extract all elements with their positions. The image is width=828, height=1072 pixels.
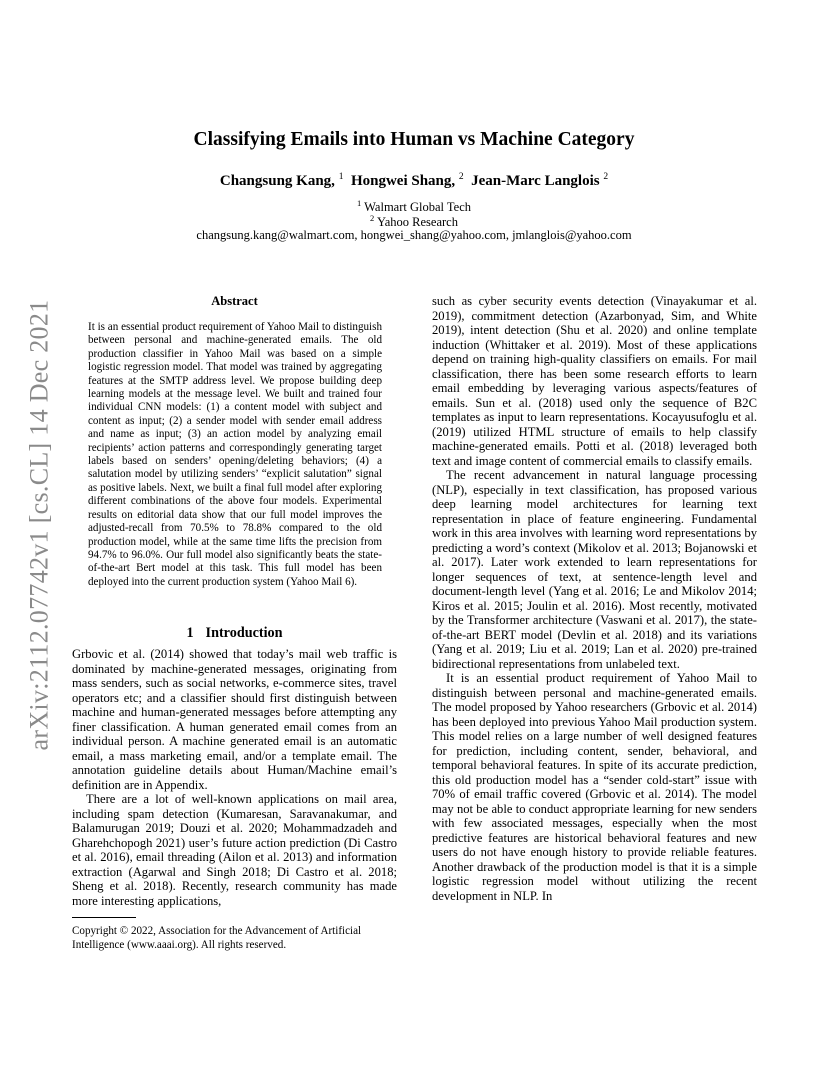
paragraph: such as cyber security events detection (Vinayakumar et al. 2019), commitment detection (Azarbonyad, Sim, and White 2019), intent detection (Shu et al. 2020) and online template induction (Whittaker et al. 2019). Most of these applications depend on training high-quality classifiers on emails. For mail classification, there has been some research efforts to learn email embedding by leveraging various aspects/features of emails. Sun et al. (2018) used only the sequence of B2C templates as input to learn representations. Kocayusufoglu et al. (2019) utilized HTML structure of emails to help classify machine-generated emails. Potti et al. (2018) leveraged both text and image content of commercial emails to classify emails.: [432, 294, 757, 468]
author-list: [0, 172, 828, 190]
paragraph: Grbovic et al. (2014) showed that today’s mail web traffic is dominated by machine-generated messages, originating from mass senders, such as social networks, e-commerce sites, travel operators etc; and a classifier should first distinguish between machine and human-generated messages before attempting any finer classification. A human generated email comes from an individual person. A machine generated email is an automatic email, a mass marketing email, and/or a template email. The annotation guideline details about Human/Machine email’s definition are in Appendix.: [72, 647, 397, 792]
affiliation-text: Yahoo Research: [376, 215, 458, 230]
affiliation-mark: 1: [356, 198, 362, 208]
author-name: Jean-Marc Langlois: [471, 173, 600, 189]
paragraph: The recent advancement in natural language processing (NLP), especially in text classification, has proposed various deep learning model architectures for learning text representation in place of feature engineering. Fundamental work in this area involves with learning word representations by predicting a word’s context (Mikolov et al. 2013; Bojanowski et al. 2017). Later work extended to learn representations for longer sequences of text, at sentence-length level and document-length level (Yang et al. 2016; Le and Mikolov 2014; Kiros et al. 2015; Joulin et al. 2016). Most recently, motivated by the Transformer architecture (Vaswani et al. 2017), the state-of-the-art BERT model (Devlin et al. 2018) and its variations (Yang et al. 2019; Liu et al. 2019; Lan et al. 2020) pre-trained bidirectional representations from unlabeled text.: [432, 468, 757, 671]
paragraph: It is an essential product requirement of Yahoo Mail to distinguish between personal and machine-generated emails. The model proposed by Yahoo researchers (Grbovic et al. 2014) has been deployed into previous Yahoo Mail production system. This model relies on a large number of well designed features for prediction, including content, sender, behavioral, and temporal behavioral features. In spite of its accurate prediction, this old production model has a “sender cold-start” issue with 70% of email traffic covered (Grbovic et al. 2014). The model may not be able to conduct appropriate learning for new senders with few associated messages, especially when the most predictive features are historical behavioral features and new users do not have enough history to provide reliable features. Another drawback of the production model is that it is a simple logistic regression model without utilizing the recent development in NLP. In: [432, 671, 757, 903]
author-emails: changsung.kang@walmart.com, hongwei_shang@yahoo.com, jmlanglois@yahoo.com: [196, 228, 632, 242]
section-title: Introduction: [205, 625, 283, 641]
copyright-footnote: Copyright © 2022, Association for the Advancement of Artificial Intelligence (www.aaai.org). All rights reserved.: [72, 925, 362, 951]
paper-title: Classifying Emails into Human vs Machine Category: [193, 129, 635, 150]
paragraph: There are a lot of well-known applications on mail area, including spam detection (Kumaresan, Saravanakumar, and Balamurugan 2019; Douzi et al. 2020; Mohammadzadeh and Gharehchopogh 2021) user’s future action prediction (Di Castro et al. 2016), email threading (Ailon et al. 2013) and information extraction (Agarwal and Singh 2018; Di Castro et al. 2018; Sheng et al. 2018). Recently, research community has made more interesting applications,: [72, 792, 397, 908]
abstract-body: [88, 321, 382, 589]
abstract-heading: Abstract: [211, 294, 258, 308]
author-affiliation-mark: 1: [338, 172, 344, 182]
abstract-text: It is an essential product requirement of Yahoo Mail to distinguish between personal and machine-generated emails. The old production classifier in Yahoo Mail was based on a simple logistic regression model. That model was trained by aggregating features at the SMTP address level. We propose building deep learning models at the message level. We built and trained four individual CNN models: (1) a content model with subject and content as input; (2) a sender model with sender email address and name as input; (3) an action model by analyzing email recipients’ action patterns and correspondingly generating target labels based on senders’ opening/deleting behaviors; (4) a salutation model by utilizing senders’ “explicit salutation” signal as positive labels. Next, we built a final full model after exploring different combinations of the above four models. Experimental results on editorial data show that our full model improves the adjusted-recall from 70.5% to 78.8% compared to the old production model, while at the same time lifts the precision from 94.7% to 96.0%. Our full model also significantly beats the state-of-the-art Bert model at this task. This full model has been deployed into the current production system (Yahoo Mail 6).: [88, 321, 382, 588]
arxiv-identifier: [22, 290, 56, 760]
arxiv-identifier-text: arXiv:2112.07742v1 [cs.CL] 14 Dec 2021: [24, 299, 54, 751]
right-column-body: [432, 294, 757, 903]
affiliation-mark: 2: [370, 213, 375, 223]
author-name: Hongwei Shang,: [350, 173, 456, 189]
footnote-rule: [72, 917, 136, 918]
section-heading: [72, 625, 397, 642]
author-affiliation-mark: 2: [603, 172, 609, 182]
author-affiliation-mark: 2: [458, 172, 464, 182]
section-number: 1: [186, 625, 194, 641]
left-column-body: [72, 647, 397, 908]
author-name: Changsung Kang,: [219, 173, 335, 189]
affiliation-text: Walmart Global Tech: [364, 200, 472, 215]
